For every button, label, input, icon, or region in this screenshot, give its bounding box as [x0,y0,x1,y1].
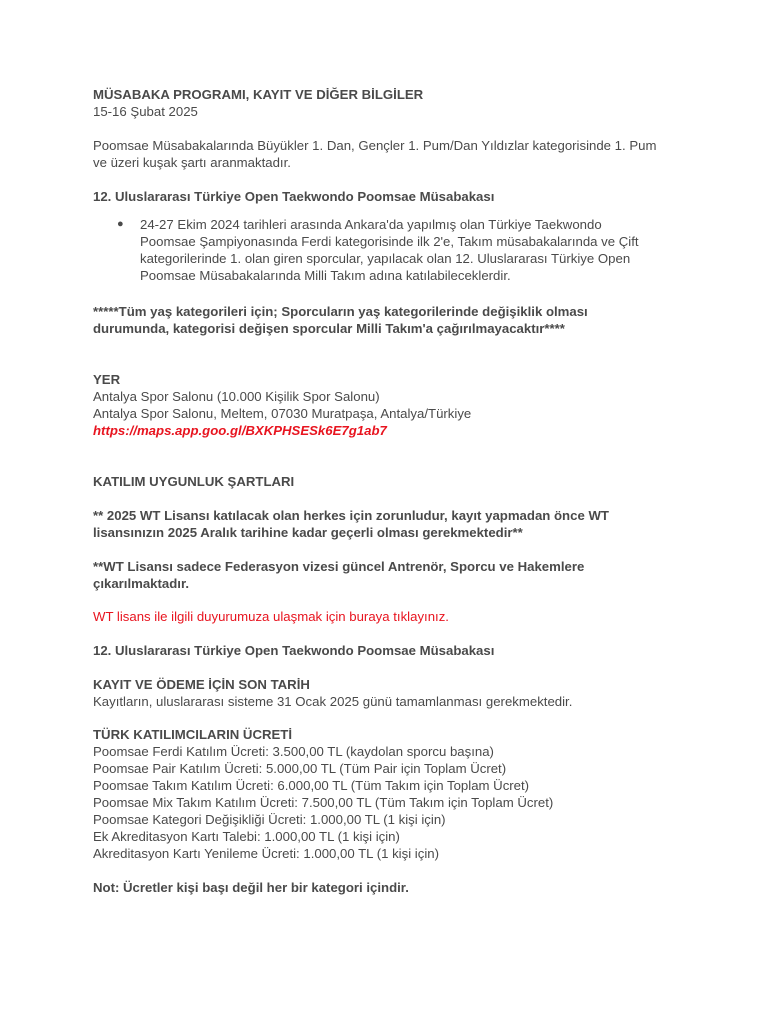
list-item: Poomsae Ferdi Katılım Ücreti: 3.500,00 TL (kaydolan sporcu başına) [93,744,494,759]
bullet-line-4: Poomsae Müsabakalarında Milli Takım adına katılabileceklerdir. [140,268,511,283]
list-item: Ek Akreditasyon Kartı Talebi: 1.000,00 TL (1 kişi için) [93,829,400,844]
deadline-heading: KAYIT VE ÖDEME İÇİN SON TARİH [93,677,310,692]
rule2-line-1: **WT Lisansı sadece Federasyon vizesi güncel Antrenör, Sporcu ve Hakemlere [93,559,585,574]
fees-heading: TÜRK KATILIMCILARIN ÜCRETİ [93,727,293,742]
event-title-1: 12. Uluslararası Türkiye Open Taekwondo Poomsae Müsabakası [93,189,495,204]
list-item: Poomsae Pair Katılım Ücreti: 5.000,00 TL (Tüm Pair için Toplam Ücret) [93,761,507,776]
list-item: Poomsae Takım Katılım Ücreti: 6.000,00 TL (Tüm Takım için Toplam Ücret) [93,778,530,793]
license-announcement-link[interactable]: WT lisans ile ilgili duyurumuza ulaşmak için buraya tıklayınız. [93,609,449,624]
license-rule-2 [93,558,693,592]
event-date: 15-16 Şubat 2025 [93,104,198,119]
venue-address: Antalya Spor Salonu, Meltem, 07030 Muratpaşa, Antalya/Türkiye [93,406,472,421]
intro-line-1: Poomsae Müsabakalarında Büyükler 1. Dan, Gençler 1. Pum/Dan Yıldızlar kategorisinde 1. Pum [93,138,657,153]
rule2-line-2: çıkarılmaktadır. [93,576,190,591]
intro-line-2: ve üzeri kuşak şartı aranmaktadır. [93,155,291,170]
event-title-2: 12. Uluslararası Türkiye Open Taekwondo Poomsae Müsabakası [93,643,495,658]
eligibility-heading: KATILIM UYGUNLUK ŞARTLARI [93,474,295,489]
license-rule-1 [93,507,693,541]
bullet-line-2: Poomsae Şampiyonasında Ferdi kategorisinde ilk 2'e, Takım müsabakalarında ve Çift [140,234,639,249]
intro-paragraph [93,137,693,171]
warning-line-1: *****Tüm yaş kategorileri için; Sporcuların yaş kategorilerinde değişiklik olması [93,304,588,319]
warning-line-2: durumunda, kategorisi değişen sporcular Milli Takım'a çağırılmayacaktır**** [93,321,565,336]
deadline-text: Kayıtların, uluslararası sisteme 31 Ocak 2025 günü tamamlanması gerekmektedir. [93,694,573,709]
venue-name: Antalya Spor Salonu (10.000 Kişilik Spor Salonu) [93,389,380,404]
list-item [93,216,693,284]
rule1-line-1: ** 2025 WT Lisansı katılacak olan herkes için zorunludur, kayıt yapmadan önce WT [93,508,609,523]
venue-heading: YER [93,372,121,387]
age-category-warning [93,303,693,337]
bullet-line-3: kategorilerinde 1. olan giren sporcular, yapılacak olan 12. Uluslararası Türkiye Open [140,251,631,266]
qualification-list [93,216,693,284]
bullet-line-1: 24-27 Ekim 2024 tarihleri arasında Ankara'da yapılmış olan Türkiye Taekwondo [140,217,602,232]
list-item: Poomsae Mix Takım Katılım Ücreti: 7.500,00 TL (Tüm Takım için Toplam Ücret) [93,795,554,810]
rule1-line-2: lisansınızın 2025 Aralık tarihine kadar geçerli olması gerekmektedir** [93,525,523,540]
list-item: Akreditasyon Kartı Yenileme Ücreti: 1.000,00 TL (1 kişi için) [93,846,439,861]
fees-list [93,743,693,862]
page-title: MÜSABAKA PROGRAMI, KAYIT VE DİĞER BİLGİLER [93,87,424,102]
venue-map-link-wrap [93,422,693,439]
list-item: Poomsae Kategori Değişikliği Ücreti: 1.000,00 TL (1 kişi için) [93,812,446,827]
bullet-dot-icon: ● [117,218,124,230]
license-announcement-wrap [93,608,693,625]
fees-note: Not: Ücretler kişi başı değil her bir kategori içindir. [93,880,409,895]
venue-map-link[interactable]: https://maps.app.goo.gl/BXKPHSESk6E7g1ab7 [93,423,387,438]
